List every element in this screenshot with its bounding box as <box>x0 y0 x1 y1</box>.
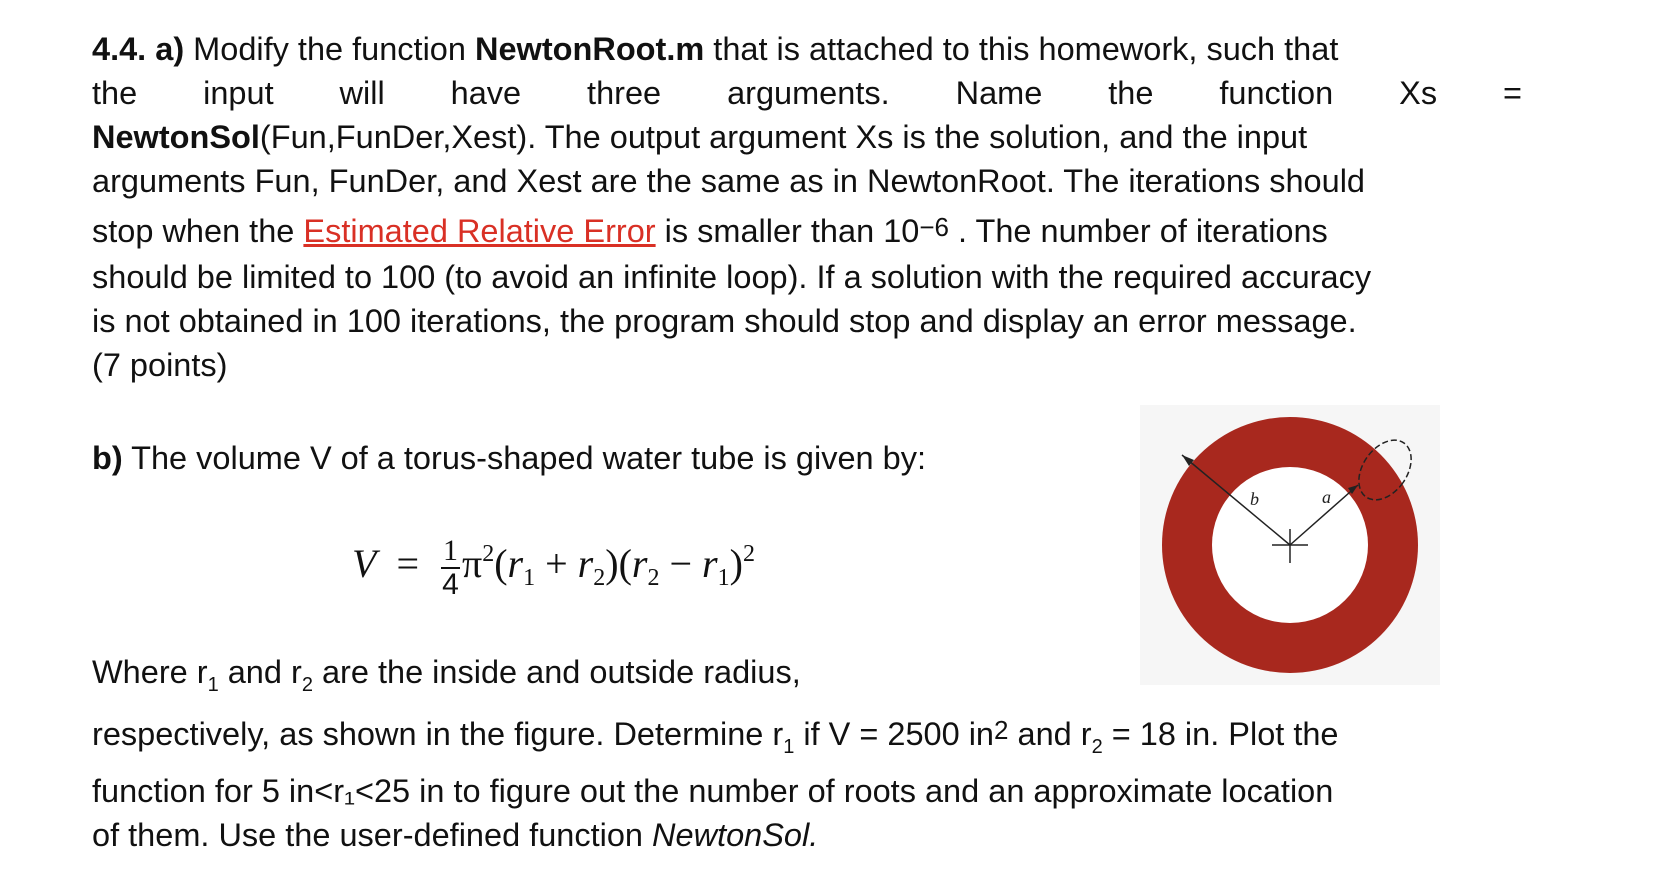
part-b-intro: b) The volume V of a torus-shaped water tube is given by: <box>92 440 926 476</box>
newtonsol-italic: NewtonSol. <box>652 817 819 853</box>
part-b-line-2: respectively, as shown in the figure. Determine $r_1$ if V = 2500 $in^2$ and $r_2 = 18$ in. Plot the <box>92 715 1339 758</box>
part-a-line-2: the input will have three arguments. Name the function Xs = <box>92 75 1522 111</box>
part-a-line-8: (7 points) <box>92 347 228 383</box>
exponent: −6 <box>919 212 949 242</box>
where-line: Where $r_1$ and $r_2$ are the inside and outside radius, <box>92 654 801 696</box>
problem-number: 4.4. a) <box>92 31 185 67</box>
part-a-line-5: stop when the Estimated Relative Error is smaller than $10^{-6}$ . The number of iterations <box>92 212 1328 249</box>
one-quarter-fraction: $\frac{1}{4}$ <box>442 534 459 601</box>
torus-figure <box>1140 405 1440 685</box>
part-a-paragraph <box>92 27 1522 387</box>
part-b-line-4: of them. Use the user-defined function NewtonSol. <box>92 817 819 853</box>
part-a-line-4: arguments Fun, FunDer, and Xest are the same as in NewtonRoot. The iterations should <box>92 163 1366 199</box>
part-a-line-7: is not obtained in 100 iterations, the program should stop and display an error message. <box>92 303 1357 339</box>
label-a: a <box>1322 487 1331 507</box>
newtonsol-name: NewtonSol <box>92 119 260 155</box>
estimated-relative-error-link[interactable]: Estimated Relative Error <box>303 213 656 249</box>
part-a-line-3: NewtonSol(Fun,FunDer,Xest). The output argument Xs is the solution, and the input <box>92 119 1308 155</box>
newtonroot-filename: NewtonRoot.m <box>475 31 705 67</box>
part-b-label: b) <box>92 440 123 476</box>
part-a-line-6: should be limited to 100 (to avoid an infinite loop). If a solution with the required accuracy <box>92 259 1372 295</box>
part-a-line-1: 4.4. a) Modify the function NewtonRoot.m that is attached to this homework, such that <box>92 31 1339 67</box>
label-b: b <box>1250 489 1259 509</box>
part-b-line-3: function for 5 in<r₁<25 in to figure out the number of roots and an approximate location <box>92 773 1334 809</box>
part-b-paragraph <box>92 712 1522 857</box>
torus-volume-formula: V = $\frac{1}{4}$ $\pi^2(r_1 + r_2)(r_2 - r_1)^2$ <box>352 534 755 601</box>
